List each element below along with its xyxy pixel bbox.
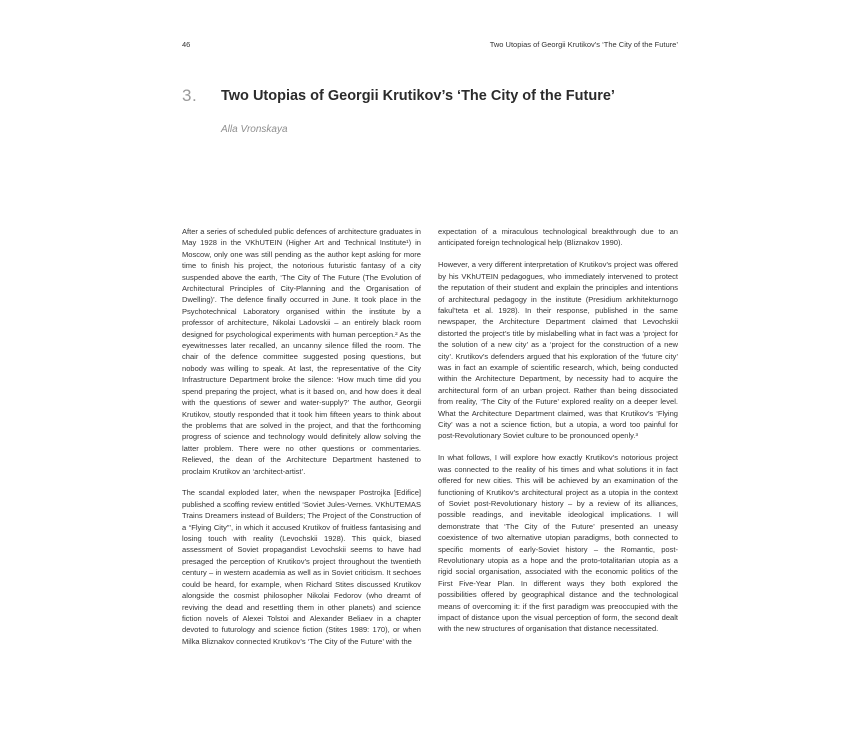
paragraph: The scandal exploded later, when the newspaper Postrojka [Edifice] published a scoffing review entitled ‘Soviet Jules-Vernes. VKhUTEMAS Trains Dreamers instead of Builders; The Project of the Construction of a “Flying City”’, in which it accused Krutikov of fruitless fantasising and losing touch with reality (Levochskii 1928). This quick, biased assessment of Soviet propagandist Levochskii seems to have had presaged the perception of Krutikov’s project throughout the twentieth century – in western academia as well as in Soviet criticism. It sechoes could be heard, for example, when Richard Stites discussed Krutikov alongside the cosmist philosopher Nikolai Fedorov (who dreamt of reviving the dead and resettling them in other planets) and science fiction novels of Alexei Tolstoi and Alexander Beliaev in a chapter devoted to futurology and science fiction (Stites 1989: 170), or when Milka Bliznakov connected Krutikov’s ‘The City of the Future’ with the [182, 488, 421, 646]
page-number: 46 [182, 40, 191, 49]
chapter-title: Two Utopias of Georgii Krutikov’s ‘The City of the Future’ [221, 88, 615, 104]
body-column-right [438, 226, 678, 645]
paragraph: In what follows, I will explore how exactly Krutikov’s notorious project was connected to the reality of his times and what solutions it in fact offered for new cities. This will be achieved by an examination of the functioning of Krutikov’s architectural project as a utopia in the context of Soviet post-Revolutionary history – by a review of its alliances, possible readings, and inevitable ideological implications. I will demonstrate that ‘The City of the Future’ presented an uneasy coexistence of two alternative utopian paradigms, both connected to specific moments of early-Soviet history – the Romantic, post-Revolutionary utopia as a hope and the proto-totalitarian utopia as a rigid social organisation, associated with the economic politics of the First Five-Year Plan. In different ways they both explored the possibilities offered by geographical distance and the technological means of overcoming it: if the first paradigm was preoccupied with the impact of distance upon the visual perception of form, the second dealt with the new structures of organisation that distance necessitated. [438, 453, 678, 634]
paragraph: After a series of scheduled public defences of architecture graduates in May 1928 in the VKhUTEIN (Higher Art and Technical Institute¹) in Moscow, only one was still pending as the author kept asking for more time to finish his project, the notorious futuristic fantasy of a city suspended above the earth, ‘The City of The Future (The Evolution of Architectural Principles of City-Planning and the Organisation of Dwelling)’. The defence finally occurred in June. It took place in the Psychotechnical Laboratory organised within the institute by a professor of architecture, Nikolai Ladovskii – an entirely black room designed for psychological experiments with human perception.² As the eyewitnesses later recalled, an uncanny silence filled the room. The chair of the defence committee suggested posing questions, but nobody was willing to speak. At last, the representative of the City Infrastructure Department broke the silence: ‘How much time did you spend preparing the project, what is it based on, and how does it deal with the questions of sewer and water-supply?’ The author, Georgii Krutikov, stoutly responded that it took him fifteen years to think about the problems that are solved in the project, and that the forthcoming progress of science and technology would definitely allow solving the latter problem. There were no other questions or commentaries. Relieved, the dean of the Architecture Department hastened to proclaim Krutikov an ‘architect-artist’. [182, 227, 421, 476]
chapter-number: 3. [182, 86, 198, 105]
chapter-author: Alla Vronskaya [221, 124, 288, 135]
paragraph: However, a very different interpretation of Krutikov’s project was offered by his VKhUTEIN pedagogues, who immediately intervened to protect the reputation of their student and explain the principles and intentions of architectural pedagogy in the institute (Presidium arkhitekturnogo fakul’teta et al. 1928). In their response, published in the same newspaper, the Architecture Department claimed that Levochskii distorted the project’s title by mislabelling what in fact was a ‘project for the solution of a new city’ as a ‘project for the construction of a new city’. Krutikov’s defenders argued that his exploration of the ‘future city’ was in fact an example of scientific research, which, being conducted within the Architecture Department, by necessity had to acquire the architectural form of an urban project. Rather than being dissociated from reality, ‘The City of the Future’ explored reality on a deeper level. What the Architecture Department claimed, was that Krutikov’s ‘Flying City’ was a not a science fiction, but a utopia, a word too painful for post-Revolutionary Soviet culture to be pronounced openly.³ [438, 260, 678, 441]
paragraph: expectation of a miraculous technological breakthrough due to an anticipated foreign technological help (Bliznakov 1990). [438, 227, 678, 248]
running-header: Two Utopias of Georgii Krutikov’s ‘The City of the Future’ [489, 40, 678, 49]
body-column-left [182, 226, 421, 658]
